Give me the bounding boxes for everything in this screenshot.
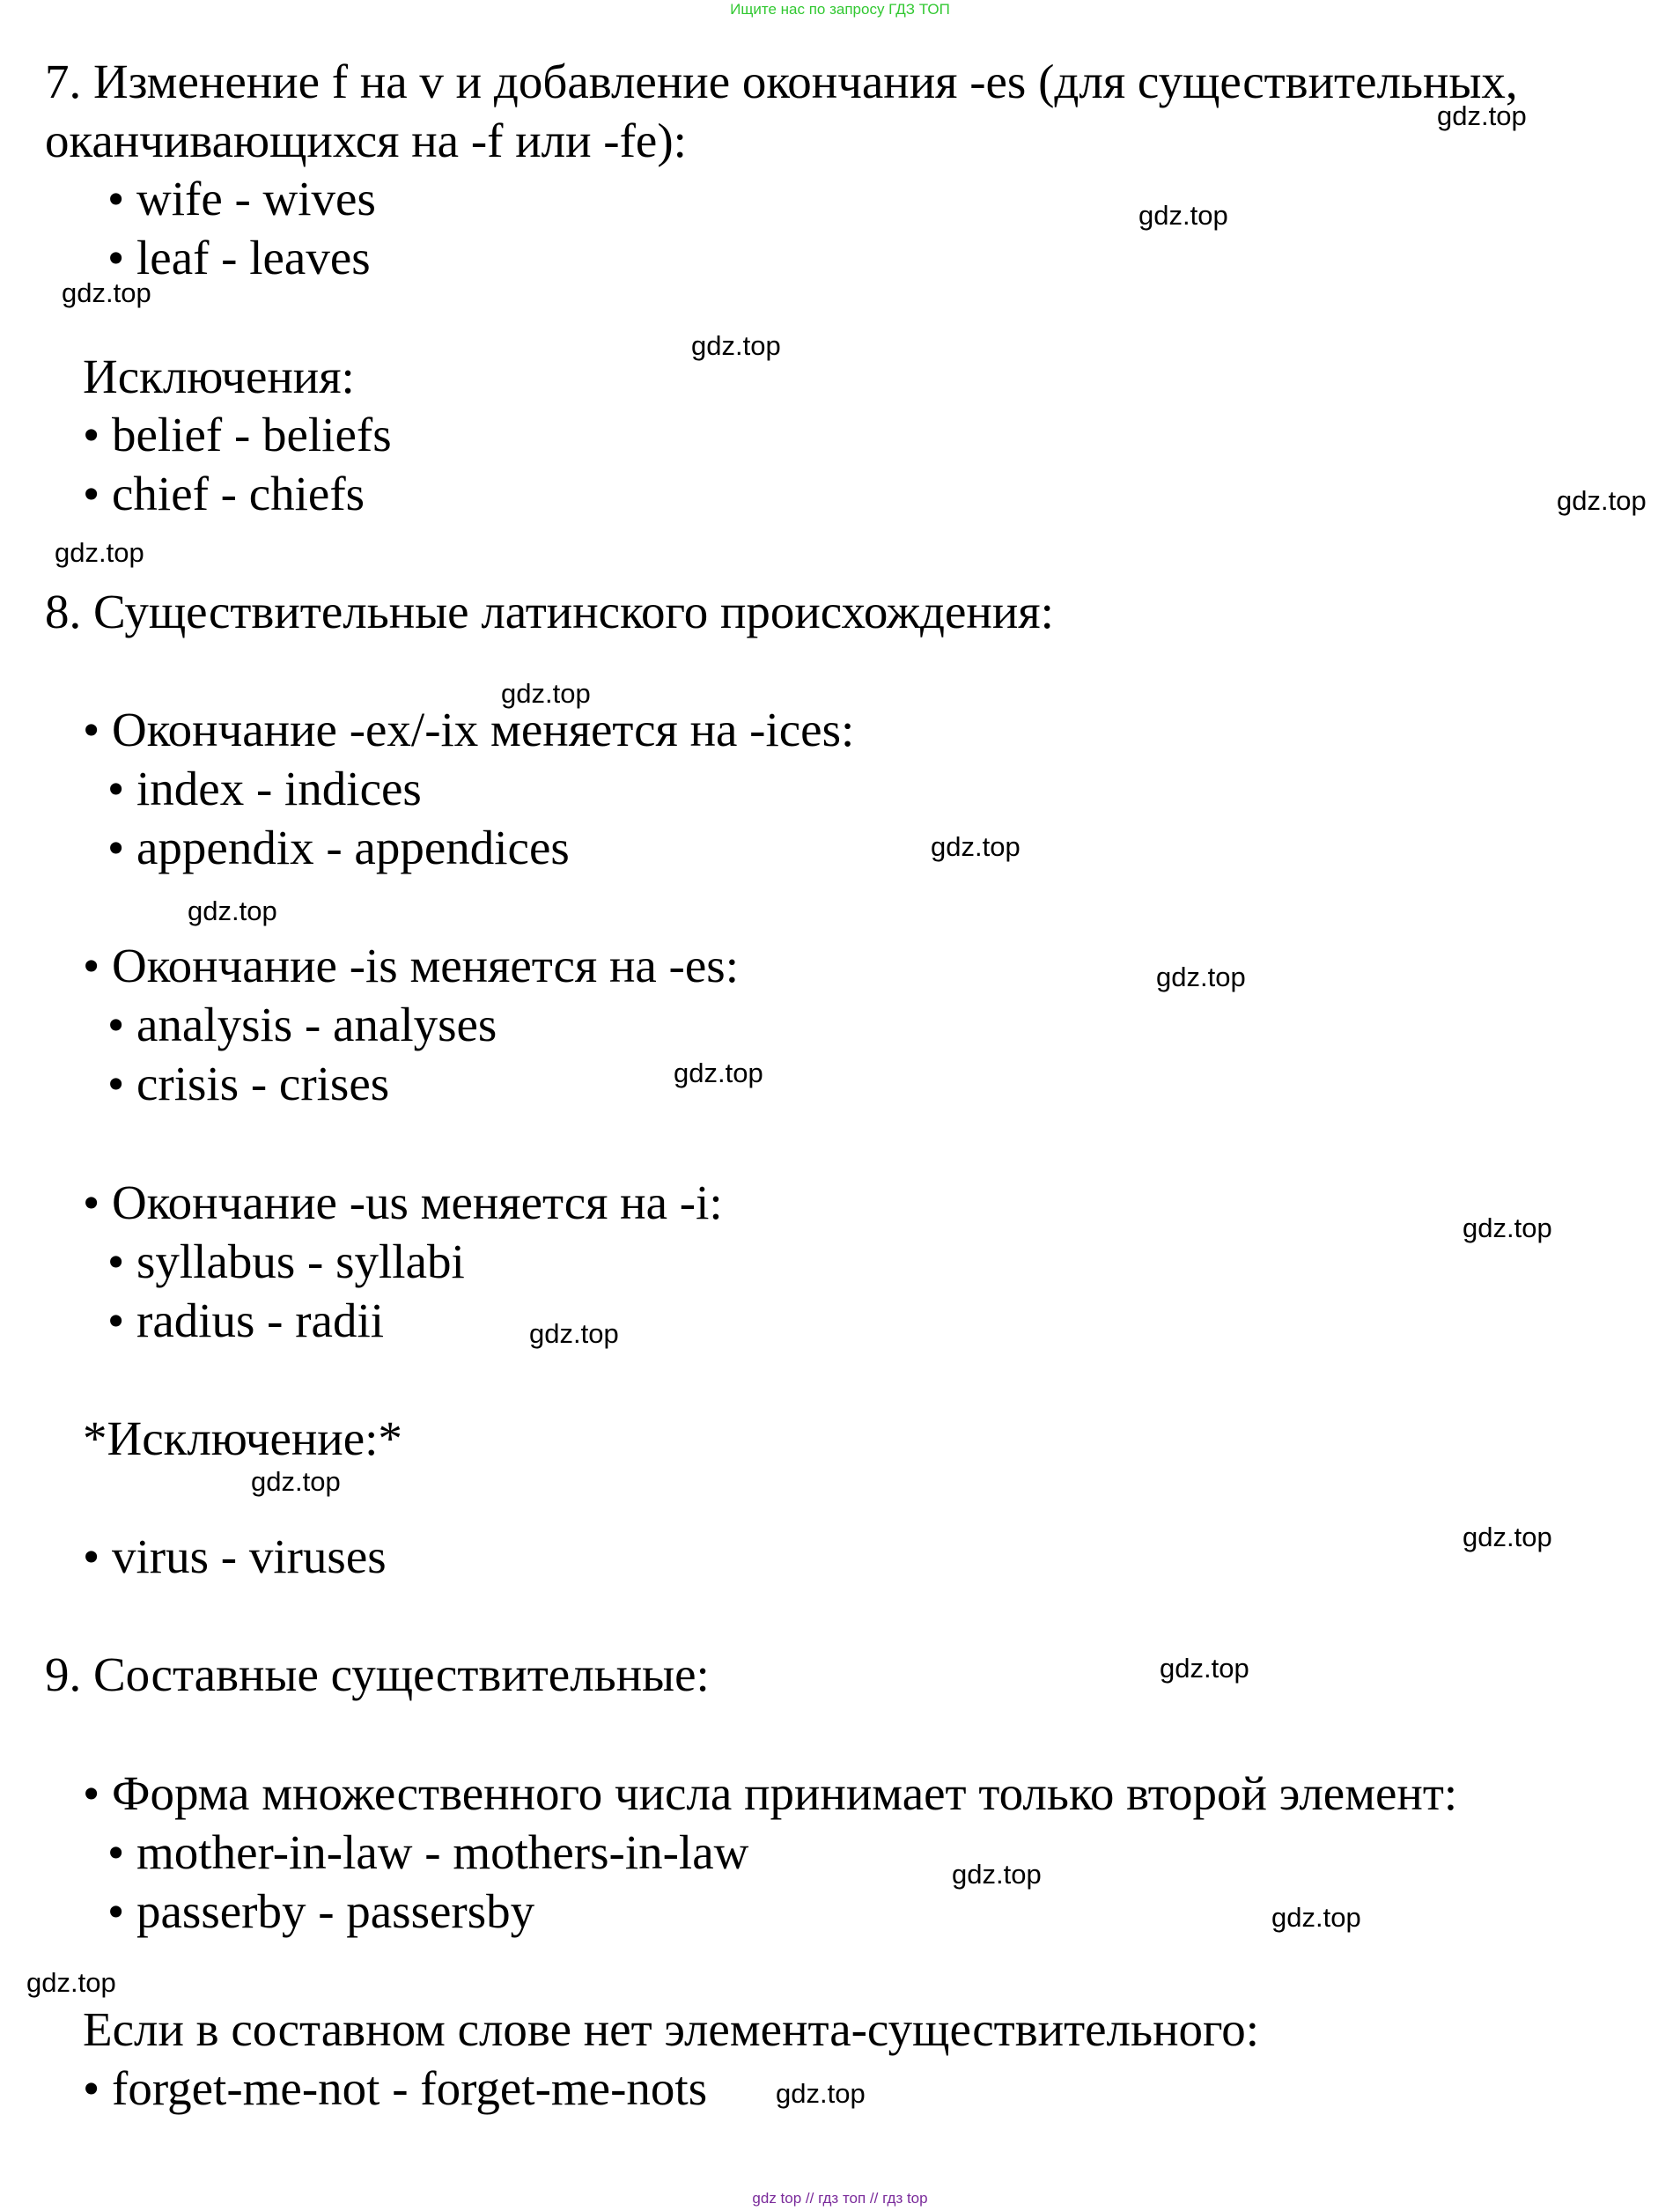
footer: gdz top // гдз топ // гдз top [752,2190,928,2207]
section7-heading-line1: 7. Изменение f на v и добавление окончания -es (для существительных, [45,55,1518,108]
list-item: • passerby - passersby [107,1884,535,1938]
list-item: • forget-me-not - forget-me-nots [83,2061,708,2115]
watermark: gdz.top [1463,1522,1552,1552]
watermark: gdz.top [529,1318,619,1349]
watermark: gdz.top [674,1058,763,1088]
watermark: gdz.top [776,2078,866,2109]
exception-label: *Исключение:* [83,1411,402,1465]
list-item: • appendix - appendices [107,821,570,874]
watermark: gdz.top [1156,962,1246,992]
list-item: • belief - beliefs [83,408,392,461]
list-item: • syllabus - syllabi [107,1234,465,1288]
watermark: gdz.top [691,330,781,361]
watermark: gdz.top [1463,1212,1552,1243]
list-item: • crisis - crises [107,1057,390,1110]
watermark: gdz.top [931,831,1021,862]
group-label: • Окончание -ex/-ix меняется на -ices: [83,703,855,756]
rule-label: • Форма множественного числа принимает только второй элемент: [83,1766,1458,1820]
watermark: gdz.top [952,1859,1042,1890]
list-item: • analysis - analyses [107,998,497,1051]
list-item: • mother-in-law - mothers-in-law [107,1825,749,1879]
watermark: gdz.top [26,1967,116,1998]
watermark: gdz.top [251,1466,341,1497]
section8-heading: 8. Существительные латинского происхождения: [45,585,1054,638]
group-label: • Окончание -is меняется на -es: [83,939,739,992]
list-item: • wife - wives [107,172,376,225]
watermark: gdz.top [55,537,144,568]
watermark: gdz.top [1437,100,1527,131]
section9-heading: 9. Составные существительные: [45,1647,710,1701]
list-item: • leaf - leaves [107,231,371,284]
top-banner: Ищите нас по запросу ГДЗ ТОП [730,1,950,18]
list-item: • radius - radii [107,1293,385,1347]
watermark: gdz.top [62,277,151,308]
exceptions-label: Исключения: [83,350,355,403]
list-item: • index - indices [107,762,422,815]
watermark: gdz.top [1160,1653,1249,1684]
watermark: gdz.top [1557,485,1647,516]
list-item: • chief - chiefs [83,467,365,520]
no-noun-label: Если в составном слове нет элемента-существительного: [83,2002,1259,2056]
group-label: • Окончание -us меняется на -i: [83,1176,723,1229]
list-item: • virus - viruses [83,1529,387,1583]
watermark: gdz.top [188,895,277,926]
watermark: gdz.top [1271,1902,1361,1933]
section7-heading-line2: оканчивающихся на -f или -fe): [45,114,687,167]
watermark: gdz.top [501,678,591,709]
watermark: gdz.top [1138,200,1228,231]
